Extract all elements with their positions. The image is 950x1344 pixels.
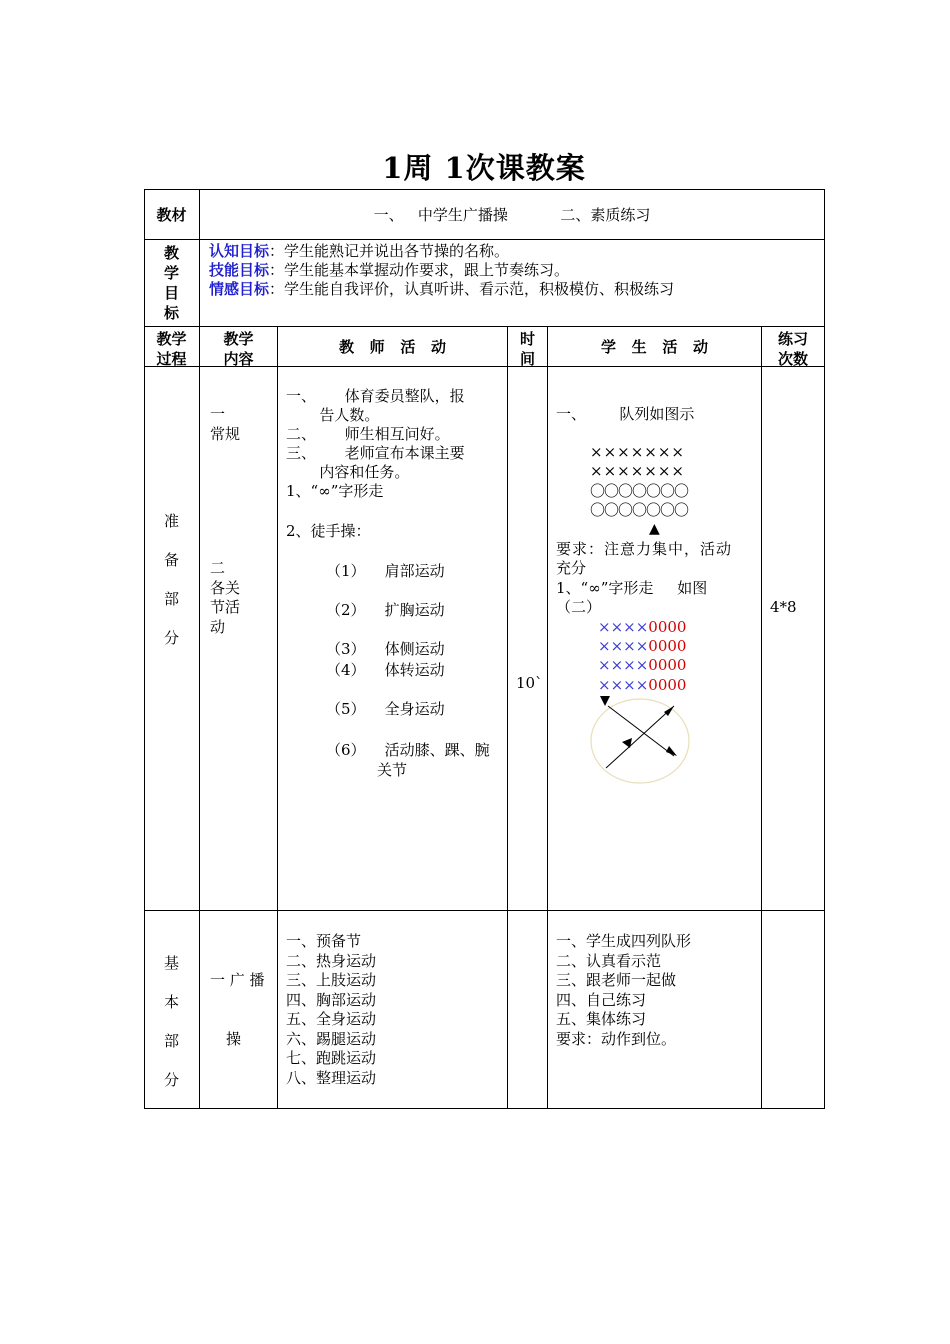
figure-eight-diagram <box>586 690 696 786</box>
header-student-activity: 学 生 活 动 <box>601 338 708 356</box>
header-practice-count: 练习 次数 <box>777 330 808 368</box>
prep-student-requirement: 充分 <box>556 559 587 577</box>
goal-cognitive: 认知目标：学生能熟记并说出各节操的名称。 <box>209 242 510 260</box>
header-process: 教学 过程 <box>156 330 187 368</box>
prep-student-figure-ref: 1、“∞”字形走 如图 <box>556 579 708 597</box>
prep-teacher-line: 关节 <box>377 761 408 779</box>
prep-teacher-line: （5） 全身运动 <box>326 700 445 718</box>
prep-teacher-line: （4） 体转运动 <box>326 661 445 679</box>
goal-skill: 技能目标：学生能基本掌握动作要求，跟上节奏练习。 <box>209 261 570 279</box>
formation-row-x: ××××××× <box>590 462 685 480</box>
prep-practice-count: 4*8 <box>770 598 797 616</box>
prep-teacher-line: （3） 体侧运动 <box>326 640 445 658</box>
goal-affective: 情感目标：学生能自我评价，认真听讲、看示范，积极模仿、积极练习 <box>209 280 675 298</box>
prep-teacher-line: 二、 师生相互问好。 <box>286 425 450 443</box>
goals-label: 教 学 目 标 <box>163 244 179 322</box>
material-label: 教材 <box>156 206 187 224</box>
prep-student-requirement: 要求：注意力集中，活动 <box>556 540 733 558</box>
prep-student-intro: 一、 队列如图示 <box>556 405 695 423</box>
prep-teacher-line: （6） 活动膝、踝、腕 <box>326 741 490 759</box>
formation-row-x: ××××××× <box>590 443 685 461</box>
header-teacher-activity: 教 师 活 动 <box>339 338 446 356</box>
prep-content-joints: 二 各关 节活 动 <box>210 559 241 636</box>
prep-teacher-line: 2、徒手操： <box>286 522 371 540</box>
prep-teacher-line: 内容和任务。 <box>286 463 410 481</box>
prep-time: 10` <box>516 674 543 692</box>
prep-teacher-line: 一、 体育委员整队，报 <box>286 387 465 405</box>
prep-teacher-line: （1） 肩部运动 <box>326 562 445 580</box>
section-basic-label: 基 本 部 分 <box>163 954 179 1089</box>
section-prep-label: 准 备 部 分 <box>163 512 179 647</box>
figure-two-row: ××××0000 <box>598 618 687 636</box>
formation-row-o: 〇〇〇〇〇〇〇 <box>590 501 689 519</box>
prep-teacher-line: （2） 扩胸运动 <box>326 601 445 619</box>
header-time: 时 间 <box>519 330 535 368</box>
formation-row-o: 〇〇〇〇〇〇〇 <box>590 482 689 500</box>
prep-teacher-line: 三、 老师宣布本课主要 <box>286 444 465 462</box>
page-title: 1周 1次课教案 <box>382 151 586 185</box>
prep-content-routine: 一 常规 <box>210 405 241 443</box>
prep-teacher-line: 告人数。 <box>286 406 380 424</box>
figure-two-row: ××××0000 <box>598 656 687 674</box>
figure-two-row: ××××0000 <box>598 676 687 694</box>
teacher-position-marker: ▲ <box>649 521 660 537</box>
material-content: 一、 中学生广播操 二、素质练习 <box>373 206 651 224</box>
prep-student-figure-ref: （二） <box>556 598 602 616</box>
basic-student-list: 一、学生成四列队形 二、认真看示范 三、跟老师一起做 四、自己练习 五、集体练习 要求：动作到位。 <box>556 932 692 1048</box>
prep-teacher-line: 1、“∞”字形走 <box>286 482 384 500</box>
basic-content: 一 广 播 操 <box>210 971 265 1048</box>
header-content: 教学 内容 <box>223 330 254 368</box>
figure-two-row: ××××0000 <box>598 637 687 655</box>
basic-teacher-list: 一、预备节 二、热身运动 三、上肢运动 四、胸部运动 五、全身运动 六、踢腿运动 七、跑跳运动 八、整理运动 <box>286 932 377 1087</box>
